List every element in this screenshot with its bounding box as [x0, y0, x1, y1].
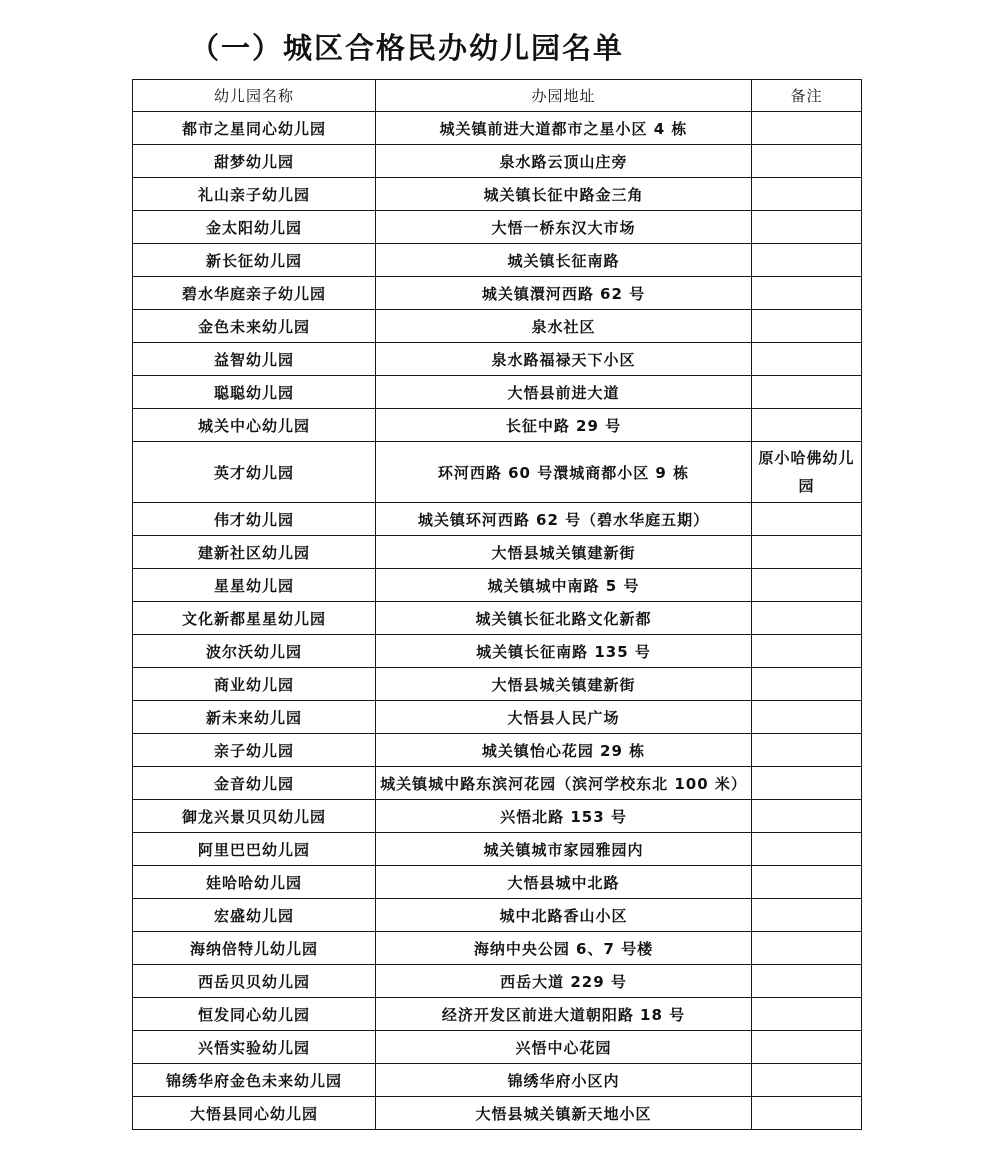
kindergarten-table	[132, 79, 862, 1130]
kindergarten-name-cell: 都市之星同心幼儿园	[133, 112, 376, 145]
table-row	[133, 734, 862, 767]
note-cell	[752, 536, 862, 569]
table-row	[133, 277, 862, 310]
column-header-address: 办园地址	[376, 80, 752, 112]
table-row	[133, 767, 862, 800]
table-row	[133, 668, 862, 701]
address-cell: 环河西路 60 号澴城商都小区 9 栋	[376, 442, 752, 503]
kindergarten-name-cell: 阿里巴巴幼儿园	[133, 833, 376, 866]
address-cell: 锦绣华府小区内	[376, 1064, 752, 1097]
kindergarten-name-cell: 商业幼儿园	[133, 668, 376, 701]
kindergarten-name-cell: 新长征幼儿园	[133, 244, 376, 277]
address-cell: 经济开发区前进大道朝阳路 18 号	[376, 998, 752, 1031]
address-cell: 大悟县城关镇建新街	[376, 668, 752, 701]
note-cell	[752, 211, 862, 244]
address-cell: 大悟县人民广场	[376, 701, 752, 734]
table-row	[133, 112, 862, 145]
note-cell	[752, 998, 862, 1031]
note-cell	[752, 800, 862, 833]
table-row	[133, 1064, 862, 1097]
note-cell	[752, 1064, 862, 1097]
table-row	[133, 244, 862, 277]
address-cell: 城关镇长征北路文化新都	[376, 602, 752, 635]
address-cell: 西岳大道 229 号	[376, 965, 752, 998]
table-row	[133, 442, 862, 503]
table-row	[133, 343, 862, 376]
note-cell	[752, 1031, 862, 1064]
table-row	[133, 701, 862, 734]
address-cell: 长征中路 29 号	[376, 409, 752, 442]
address-cell: 大悟县前进大道	[376, 376, 752, 409]
table-row	[133, 932, 862, 965]
note-cell	[752, 569, 862, 602]
note-cell	[752, 1097, 862, 1130]
note-cell	[752, 701, 862, 734]
kindergarten-name-cell: 金太阳幼儿园	[133, 211, 376, 244]
address-cell: 城关镇城中路东滨河花园（滨河学校东北 100 米）	[376, 767, 752, 800]
address-cell: 大悟县城关镇新天地小区	[376, 1097, 752, 1130]
address-cell: 城关镇环河西路 62 号（碧水华庭五期）	[376, 503, 752, 536]
address-cell: 兴悟北路 153 号	[376, 800, 752, 833]
kindergarten-name-cell: 恒发同心幼儿园	[133, 998, 376, 1031]
address-cell: 兴悟中心花园	[376, 1031, 752, 1064]
kindergarten-name-cell: 兴悟实验幼儿园	[133, 1031, 376, 1064]
address-cell: 城关镇怡心花园 29 栋	[376, 734, 752, 767]
kindergarten-name-cell: 御龙兴景贝贝幼儿园	[133, 800, 376, 833]
note-cell	[752, 112, 862, 145]
kindergarten-name-cell: 建新社区幼儿园	[133, 536, 376, 569]
table-row	[133, 1031, 862, 1064]
table-row	[133, 145, 862, 178]
kindergarten-name-cell: 碧水华庭亲子幼儿园	[133, 277, 376, 310]
table-row	[133, 800, 862, 833]
note-cell	[752, 503, 862, 536]
note-cell	[752, 668, 862, 701]
note-cell	[752, 965, 862, 998]
table-row	[133, 833, 862, 866]
kindergarten-name-cell: 锦绣华府金色未来幼儿园	[133, 1064, 376, 1097]
address-cell: 城关镇长征南路	[376, 244, 752, 277]
kindergarten-name-cell: 伟才幼儿园	[133, 503, 376, 536]
address-cell: 大悟县城中北路	[376, 866, 752, 899]
note-cell	[752, 635, 862, 668]
address-cell: 城关镇前进大道都市之星小区 4 栋	[376, 112, 752, 145]
note-cell	[752, 145, 862, 178]
kindergarten-name-cell: 金音幼儿园	[133, 767, 376, 800]
address-cell: 大悟一桥东汉大市场	[376, 211, 752, 244]
address-cell: 城关镇澴河西路 62 号	[376, 277, 752, 310]
note-cell: 原小哈佛幼儿园	[752, 442, 862, 503]
address-cell: 城关镇城中南路 5 号	[376, 569, 752, 602]
note-cell	[752, 376, 862, 409]
note-cell	[752, 244, 862, 277]
table-row	[133, 965, 862, 998]
address-cell: 城关镇长征南路 135 号	[376, 635, 752, 668]
address-cell: 城关镇长征中路金三角	[376, 178, 752, 211]
table-body	[133, 112, 862, 1130]
column-header-name: 幼儿园名称	[133, 80, 376, 112]
table-row	[133, 409, 862, 442]
kindergarten-name-cell: 新未来幼儿园	[133, 701, 376, 734]
note-cell	[752, 343, 862, 376]
kindergarten-name-cell: 娃哈哈幼儿园	[133, 866, 376, 899]
kindergarten-name-cell: 文化新都星星幼儿园	[133, 602, 376, 635]
note-cell	[752, 932, 862, 965]
kindergarten-name-cell: 英才幼儿园	[133, 442, 376, 503]
note-cell	[752, 602, 862, 635]
address-cell: 泉水路云顶山庄旁	[376, 145, 752, 178]
kindergarten-name-cell: 海纳倍特儿幼儿园	[133, 932, 376, 965]
kindergarten-name-cell: 聪聪幼儿园	[133, 376, 376, 409]
address-cell: 海纳中央公园 6、7 号楼	[376, 932, 752, 965]
kindergarten-name-cell: 西岳贝贝幼儿园	[133, 965, 376, 998]
table-row	[133, 536, 862, 569]
table-row	[133, 998, 862, 1031]
kindergarten-name-cell: 波尔沃幼儿园	[133, 635, 376, 668]
kindergarten-name-cell: 礼山亲子幼儿园	[133, 178, 376, 211]
note-cell	[752, 178, 862, 211]
address-cell: 泉水社区	[376, 310, 752, 343]
note-cell	[752, 833, 862, 866]
kindergarten-name-cell: 城关中心幼儿园	[133, 409, 376, 442]
table-row	[133, 310, 862, 343]
table-row	[133, 602, 862, 635]
kindergarten-name-cell: 益智幼儿园	[133, 343, 376, 376]
kindergarten-name-cell: 甜梦幼儿园	[133, 145, 376, 178]
page-title: （一）城区合格民办幼儿园名单	[190, 31, 625, 65]
note-cell	[752, 409, 862, 442]
table-row	[133, 1097, 862, 1130]
address-cell: 城关镇城市家园雅园内	[376, 833, 752, 866]
note-cell	[752, 767, 862, 800]
table-row	[133, 899, 862, 932]
address-cell: 泉水路福禄天下小区	[376, 343, 752, 376]
column-header-note: 备注	[752, 80, 862, 112]
address-cell: 城中北路香山小区	[376, 899, 752, 932]
table-row	[133, 866, 862, 899]
table-row	[133, 635, 862, 668]
table-row	[133, 178, 862, 211]
table-row	[133, 569, 862, 602]
note-cell	[752, 310, 862, 343]
address-cell: 大悟县城关镇建新街	[376, 536, 752, 569]
kindergarten-name-cell: 金色未来幼儿园	[133, 310, 376, 343]
table-row	[133, 211, 862, 244]
kindergarten-name-cell: 亲子幼儿园	[133, 734, 376, 767]
table-header-row	[133, 80, 862, 112]
kindergarten-name-cell: 星星幼儿园	[133, 569, 376, 602]
note-cell	[752, 899, 862, 932]
table-row	[133, 503, 862, 536]
note-cell	[752, 866, 862, 899]
note-cell	[752, 734, 862, 767]
kindergarten-name-cell: 宏盛幼儿园	[133, 899, 376, 932]
kindergarten-name-cell: 大悟县同心幼儿园	[133, 1097, 376, 1130]
table-row	[133, 376, 862, 409]
note-cell	[752, 277, 862, 310]
